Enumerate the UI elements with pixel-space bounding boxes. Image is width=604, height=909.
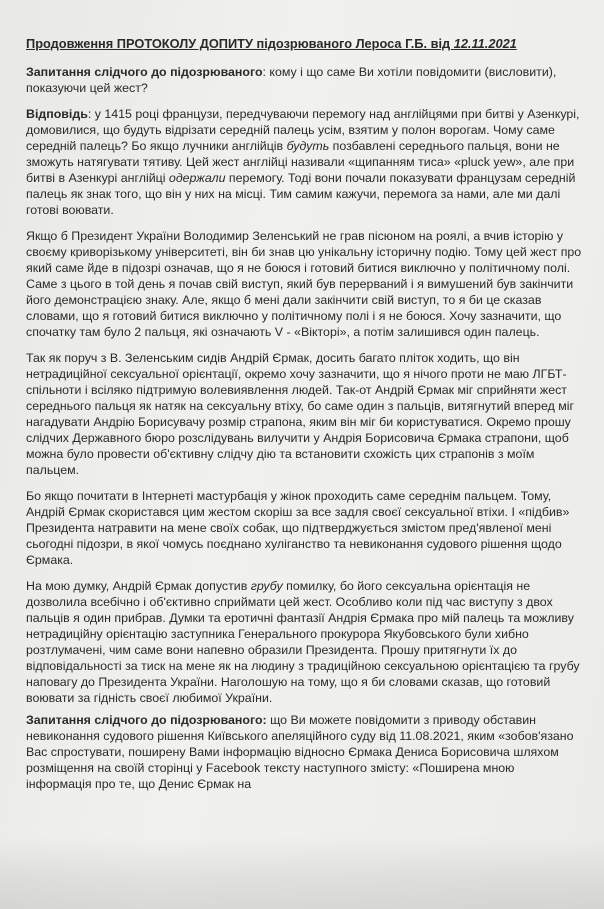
p5-part2: помилку, бо його сексуальна орієнтація не дозволила всебічно і об'єктивно сприймати цей жест. Особливо коли під час виступу з двох пальців я один прибрав. Думки та еротичні фантазії Андрія Єрмака про мій палець та можливу нетрадиційну орієнтацію заступника Генерального прокурора Якубовського були хибно розтлумачені, чим саме вони напевно образили Президента. Прошу притягнути їх до відповідальності за тиск на мене як на людину з традиційною сексуальною орієнтацією та грубу наповагу до Президента України. Наголошую на тому, що я би словами сказав, що готовий воювати за гідність своєї любимої України. [26,579,580,705]
p5-part1: На мою думку, Андрій Єрмак допустив [26,579,251,593]
answer-paragraph-2: Якщо б Президент України Володимир Зеленський не грав пісюном на роялі, а вчив історію у своєму криворізькому університеті, він би знав цю унікальну історичну подію. Тому цей жест про який саме йде в підозрі означав, що я не боюся і готовий битися виключно у політичному полі. Саме з цього в той день я почав свій виступ, який був перерваний і я вимушений був закінчити його демонстрацією знаку. Але, якщо б мені дали закінчити свій виступ, то я би це сказав словами, що я готовий битися виключно у політичному полі і я не боюся. Хочу зазначити, що спочатку там було 2 пальця, які означають V - «Вікторі», а потім залишився один палець. [26,229,582,339]
answer-p1-part2: позбавлені середнього пальця, вони не зможуть натягувати тятиву. Цей жест англійці називали «щипанням тиса» «pluck yew», але при битві в Азенкурі англійці [26,139,575,185]
answer-p1-em1: будуть [286,139,330,153]
question-1-text: : кому і що саме Ви хотіли повідомити (висловити), показуючи цей жест? [26,65,557,95]
answer-label: Відповідь [26,107,88,121]
title-text: Продовження ПРОТОКОЛУ ДОПИТУ підозрюваного Лероса Г.Б. від [26,36,454,51]
title-date: 12.11.2021 [453,36,517,51]
answer-paragraph-5 [26,578,582,706]
answer-p1-part3: перемогу. Тоді вони почали показувати французам середній палець як знак того, що він у них на місці. Тим самим кажучи, перемога за нами, але ми далі готові воювати. [26,171,576,217]
answer-paragraph-1 [26,106,582,218]
answer-paragraph-3: Так як поруч з В. Зеленським сидів Андрій Єрмак, досить багато пліток ходить, що він нетрадиційної сексуальної орієнтації, окремо хочу зазначити, що я нічого проти не маю ЛГБТ-спільноти і всіляко підтримую волевиявлення людей. Так-от Андрій Єрмак міг сприйняти жест середнього пальця як натяк на сексуальну втіху, бо саме один з пальців, витягнутий вперед міг нагадувати Андрію Борисувачу розмір страпона, яким він міг би користуватися. Окремо прошу слідчих Державного бюро розслідувань вилучити у Андрія Борисовича Єрмака страпони, щоб можна було провести об'єктивну слідчу дію та встановити схожість цих страпонів з моїм пальцем. [26,351,575,477]
answer-p1-em2: одержали [168,171,226,185]
question-1-label: Запитання слідчого до підозрюваного [26,65,263,79]
page-shadow [0,836,604,909]
answer-paragraph-4: Бо якщо почитати в Інтернеті мастурбація у жінок проходить саме середнім пальцем. Тому, Андрій Єрмак скористався цим жестом скоріш за все задля своєї сексуальної втіхи. І «підбив» Президента натравити на мене своїх собак, що підтверджується змістом пред'явленої мені сьогодні підозри, в якої чомусь поєднано хуліганство та невиконання судового рішення щодо Єрмака. [26,489,570,567]
question-1 [26,64,582,96]
answer-p1-part1: : у 1415 році французи, передчуваючи перемогу над англійцями при битві у Азенкурі, домовилися, що будуть відрізати середній палець усім, взятим у полон ворогам. Чому саме середній палець? Бо якщо лучники англійців [26,107,580,153]
question-2-text: що Ви можете повідомити з приводу обставин невиконання судового рішення Київського апеляційного суду від 11.08.2021, яким «зобов'язано Вас спростувати, поширену Вами інформацію відносно Єрмака Дениса Борисовича шляхом розміщення на своїй сторінці у Facebook тексту наступного змісту: «Поширена мною інформація про те, що Денис Єрмак на [26,713,574,791]
document-title [26,36,582,52]
question-2-label: Запитання слідчого до підозрюваного: [26,713,267,727]
document-body [26,36,582,802]
p5-em: грубу [250,579,283,593]
question-2 [26,712,582,792]
